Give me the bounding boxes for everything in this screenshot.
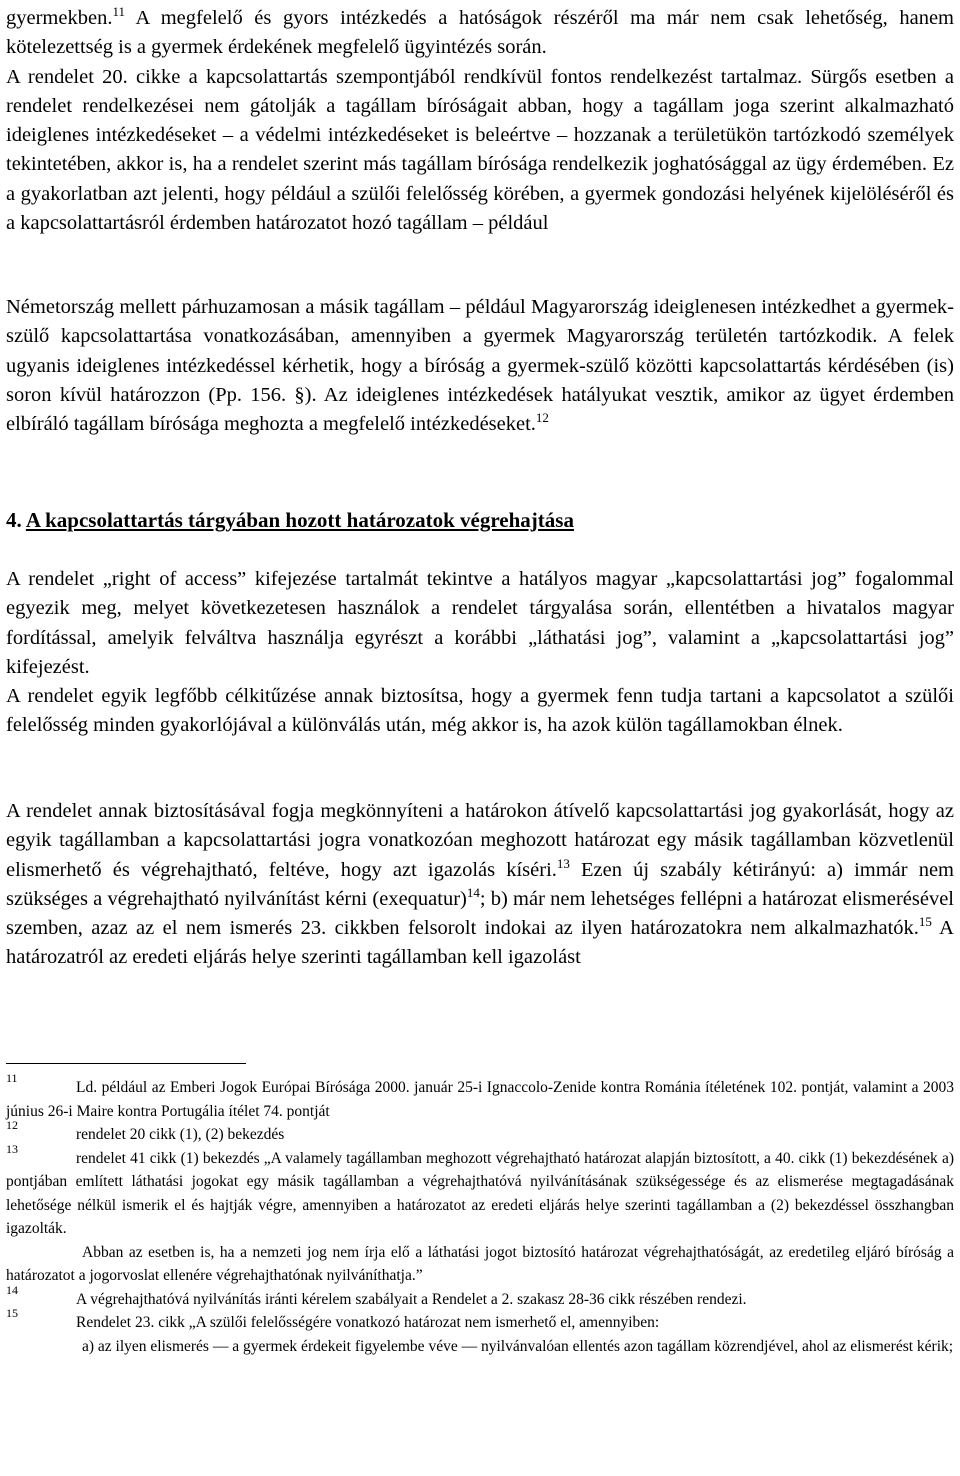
footnote-text: Rendelet 23. cikk „A szülői felelősségére vonatkozó határozat nem ismerhető el, amennyiben:: [76, 1314, 660, 1331]
footnote-14: 14A végrehajthatóvá nyilvánítás iránti kérelem szabályait a Rendelet a 2. szakasz 28-36 cikk részében rendezi.: [6, 1282, 747, 1308]
footnote-15-item-a: a) az ilyen elismerés –– a gyermek érdekeit figyelembe véve –– nyilvánvalóan ellentés azon tagállam közrendjével, ahol az elismerést kérik;: [82, 1337, 954, 1355]
footnote-ref-14[interactable]: 14: [466, 884, 480, 900]
footnotes-section: [6, 1071, 954, 1358]
body-text-section: [6, 565, 954, 741]
paragraph-6-text: A rendelet annak biztosításával fogja megkönnyíteni a határokon átívelő kapcsolattartási jog gyakorlását, hogy az egyik tagállamban a kapcsolattartási jogra vonatkozóan meghozott határozat egy másik tagállamban közvetlenül elismerhető és végrehajtható, feltéve, hogy azt igazolás kíséri.: [6, 800, 954, 881]
section-number: 4.: [6, 508, 22, 532]
paragraph-3-text: Németország mellett párhuzamosan a másik tagállam – például Magyarország ideiglenesen intézkedhet a gyermek-szülő kapcsolattartása vonatkozásában, amennyiben a gyermek Magyarország területén tartózkodik. A felek ugyanis ideiglenes intézkedéssel kérhetik, hogy a bíróság a gyermek-szülő közötti kapcsolattartás kérdésében (is) soron kívül határozzon (Pp. 156. §). Az ideiglenes intézkedések hatályukat vesztik, amikor az ügyet érdemben elbíráló tagállam bírósága meghozta a megfelelő intézkedéseket.: [6, 296, 954, 436]
section-heading: [6, 506, 574, 534]
paragraph-6-text-c: ; b) már nem lehetséges fellépni a határozat elismerésével szemben, azaz az el nem ismerés 23. cikkben felsorolt indokai az ilyen határozatokra nem alkalmazhatók.: [6, 887, 955, 940]
paragraph-3: [6, 293, 954, 439]
footnote-text: Ld. például az Emberi Jogok Európai Bírósága 2000. január 25-i Ignaccolo-Zenide kontra Románia ítéletének 102. pontját, valamint a 2003 június 26-i Maire kontra Portugália ítélet 74. pontját: [6, 1079, 954, 1120]
footnote-divider: [6, 1063, 246, 1064]
footnote-12: 12rendelet 20 cikk (1), (2) bekezdés: [6, 1118, 285, 1143]
footnote-11: 11Ld. például az Emberi Jogok Európai Bírósága 2000. január 25-i Ignaccolo-Zenide kontra Románia ítéletének 102. pontját, valamint a 2003 június 26-i Maire kontra Portugália ítélet 74. pontját: [6, 1071, 954, 1120]
footnote-ref-15[interactable]: 15: [918, 914, 932, 930]
footnote-ref-13[interactable]: 13: [556, 855, 570, 871]
footnote-text: rendelet 41 cikk (1) bekezdés „A valamely tagállamban meghozott végrehajtható határozat alapján biztosított, a 40. cikk (1) bekezdésének a) pontjában említett láthatási jogokat egy másik tagállamban a végrehajthatóvá nyilvánításának szükségessége és az elismerése megtagadásának lehetősége nélkül ismerik el és hajtják végre, amennyiben a határozatot az eredeti eljárás helye szerinti tagállamban a (2) bekezdéssel összhangban igazolták.: [6, 1149, 954, 1237]
paragraph-5: A rendelet egyik legfőbb célkitűzése annak biztosítsa, hogy a gyermek fenn tudja tartani a kapcsolatot a szülői felelősség minden gyakorlójával a különválás után, még akkor is, ha azok külön tagállamokban élnek.: [6, 685, 954, 737]
paragraph-6: [6, 797, 954, 973]
footnote-13: 13rendelet 41 cikk (1) bekezdés „A valamely tagállamban meghozott végrehajtható határozat alapján biztosított, a 40. cikk (1) bekezdésének a) pontjában említett láthatási jogokat egy másik tagállamban a végrehajthatóvá nyilvánításának szükségessége és az elismerése megtagadásának lehetősége nélkül ismerik el és hajtják végre, amennyiben a határozatot az eredeti eljárás helye szerinti tagállamban a (2) bekezdéssel összhangban igazolták.: [6, 1141, 954, 1237]
body-text-mid: [6, 293, 954, 439]
section-title: A kapcsolattartás tárgyában hozott határozatok végrehajtása: [25, 508, 574, 532]
paragraph-4: A rendelet „right of access” kifejezése tartalmát tekintve a hatályos magyar „kapcsolattartási jog” fogalommal egyezik meg, melyet következetesen használok a rendelet tárgyalása során, ellentétben a hivatalos magyar fordítással, amelyik felváltva használja egyrészt a korábbi „láthatási jog”, valamint a „kapcsolattartási jog” kifejezést.: [6, 568, 954, 678]
footnote-ref-12[interactable]: 12: [535, 410, 549, 426]
paragraph-6-text-d: A határozatról az eredeti eljárás helye szerinti tagállamban kell igazolást: [6, 917, 954, 969]
body-text-lower: [6, 797, 954, 973]
paragraph-2: A rendelet 20. cikke a kapcsolattartás szempontjából rendkívül fontos rendelkezést tartalmaz. Sürgős esetben a rendelet rendelkezései nem gátolják a tagállam bíróságait abban, hogy a tagállam joga szerint alkalmazható ideiglenes intézkedéseket – a védelmi intézkedéseket is beleértve – hozzanak a területükön tartózkodó személyek tekintetében, akkor is, ha a rendelet szerint más tagállam bírósága rendelkezik joghatósággal az ügy érdemében. Ez a gyakorlatban azt jelenti, hogy például a szülői felelősség körében, a gyermek gondozási helyének kijelöléséről és a kapcsolattartásról érdemben határozatot hozó tagállam – például: [6, 65, 954, 235]
paragraph-1-text: gyermekben.: [6, 7, 113, 29]
footnote-text: A végrehajthatóvá nyilvánítás iránti kérelem szabályait a Rendelet a 2. szakasz 28-36 cikk részében rendezi.: [76, 1290, 747, 1308]
body-text-top: [6, 4, 954, 238]
paragraph-1: [6, 4, 954, 63]
footnote-13-continued: Abban az esetben is, ha a nemzeti jog nem írja elő a láthatási jogot biztosító határozat végrehajthatóságát, az eredetileg eljáró bíróság a határozatot a jogorvoslat ellenére végrehajthatónak nyilváníthatja.”: [6, 1243, 954, 1284]
footnote-text: rendelet 20 cikk (1), (2) bekezdés: [76, 1126, 285, 1143]
paragraph-1-text-cont: A megfelelő és gyors intézkedés a hatóságok részéről ma már nem csak lehetőség, hanem kötelezettség is a gyermek érdekének megfelelő ügyintézés során.: [6, 7, 954, 59]
paragraph-6-text-b: Ezen új szabály kétirányú: a) immár nem szükséges a végrehajtható nyilvánítást kérni (exequatur): [6, 858, 954, 910]
footnote-15: 15Rendelet 23. cikk „A szülői felelősségére vonatkozó határozat nem ismerhető el, amennyiben:: [6, 1306, 660, 1331]
footnote-ref-11[interactable]: 11: [112, 4, 125, 19]
